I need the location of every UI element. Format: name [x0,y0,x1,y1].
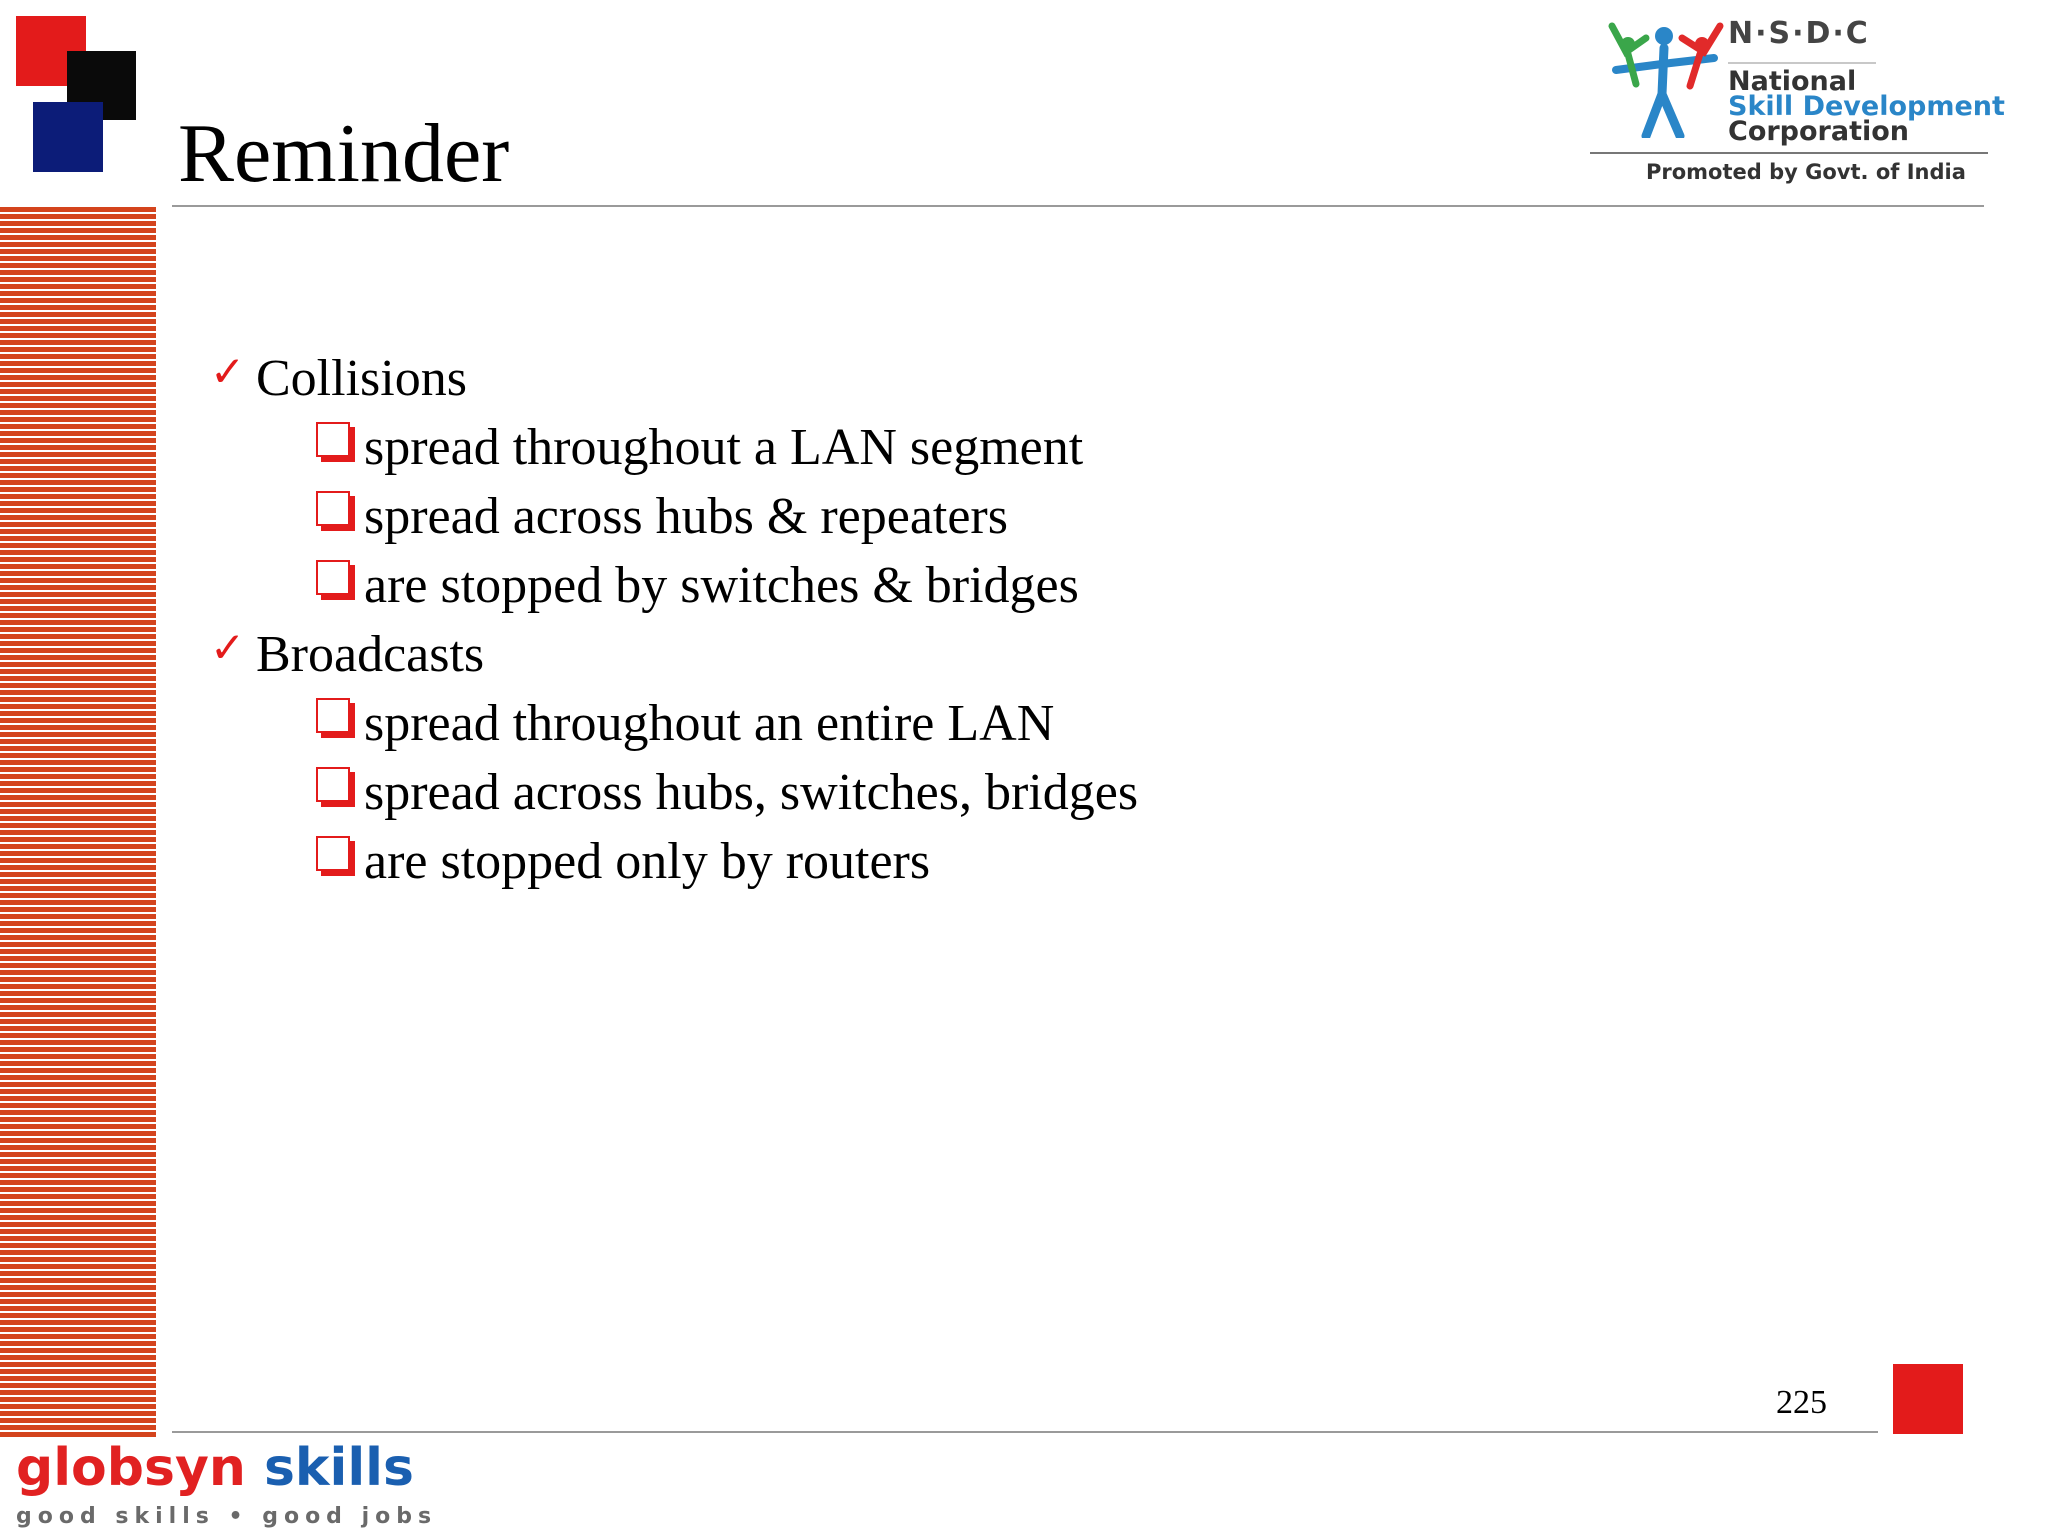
check-icon: ✓ [210,623,246,672]
list-item [204,344,1904,413]
nsdc-logo-rule [1590,152,1988,154]
nsdc-line-national: National [1728,66,1857,97]
list-item-text: Collisions [256,350,467,407]
list-item-text: spread across hubs, switches, bridges [364,764,1139,821]
list-item-text: spread across hubs & repeaters [364,488,1008,545]
nsdc-abbreviation-rule [1728,62,1876,64]
nsdc-logo [1590,12,2005,192]
list-item-text: spread throughout a LAN segment [364,419,1084,476]
page-number: 225 [1776,1384,1827,1421]
square-bullet-icon [316,560,355,600]
decor-corner-square [1893,1364,1963,1434]
nsdc-abbreviation: N·S·D·C [1728,16,1870,51]
nsdc-line-skill-development: Skill Development [1728,91,2005,122]
nsdc-people-icon [1602,14,1730,138]
decor-blue-square [33,102,103,172]
nsdc-promoted-text: Promoted by Govt. of India [1646,160,1966,184]
footer-divider [172,1431,1878,1433]
square-bullet-icon [316,836,355,876]
list-item [204,689,1904,758]
slide-title: Reminder [178,107,510,200]
list-item [204,551,1904,620]
list-item [204,482,1904,551]
list-item [204,413,1904,482]
list-item-text: spread throughout an entire LAN [364,695,1055,752]
list-item-text: are stopped by switches & bridges [364,557,1079,614]
list-item-text: are stopped only by routers [364,833,931,890]
brand-tagline: good skills • good jobs [16,1504,438,1529]
list-item-text: Broadcasts [256,626,485,683]
title-divider [172,205,1984,207]
striped-side-bar [0,207,156,1437]
globsyn-logo [16,1436,437,1529]
square-bullet-icon [316,767,355,807]
nsdc-line-corporation: Corporation [1728,116,1910,147]
list-item [204,620,1904,689]
square-bullet-icon [316,491,355,531]
square-bullet-icon [316,422,355,462]
brand-name [16,1436,437,1500]
bullet-list [204,344,1904,896]
brand-name-part1: globsyn [16,1438,246,1498]
list-item [204,827,1904,896]
check-icon: ✓ [210,347,246,396]
brand-name-part2: skills [263,1438,414,1498]
list-item [204,758,1904,827]
square-bullet-icon [316,698,355,738]
